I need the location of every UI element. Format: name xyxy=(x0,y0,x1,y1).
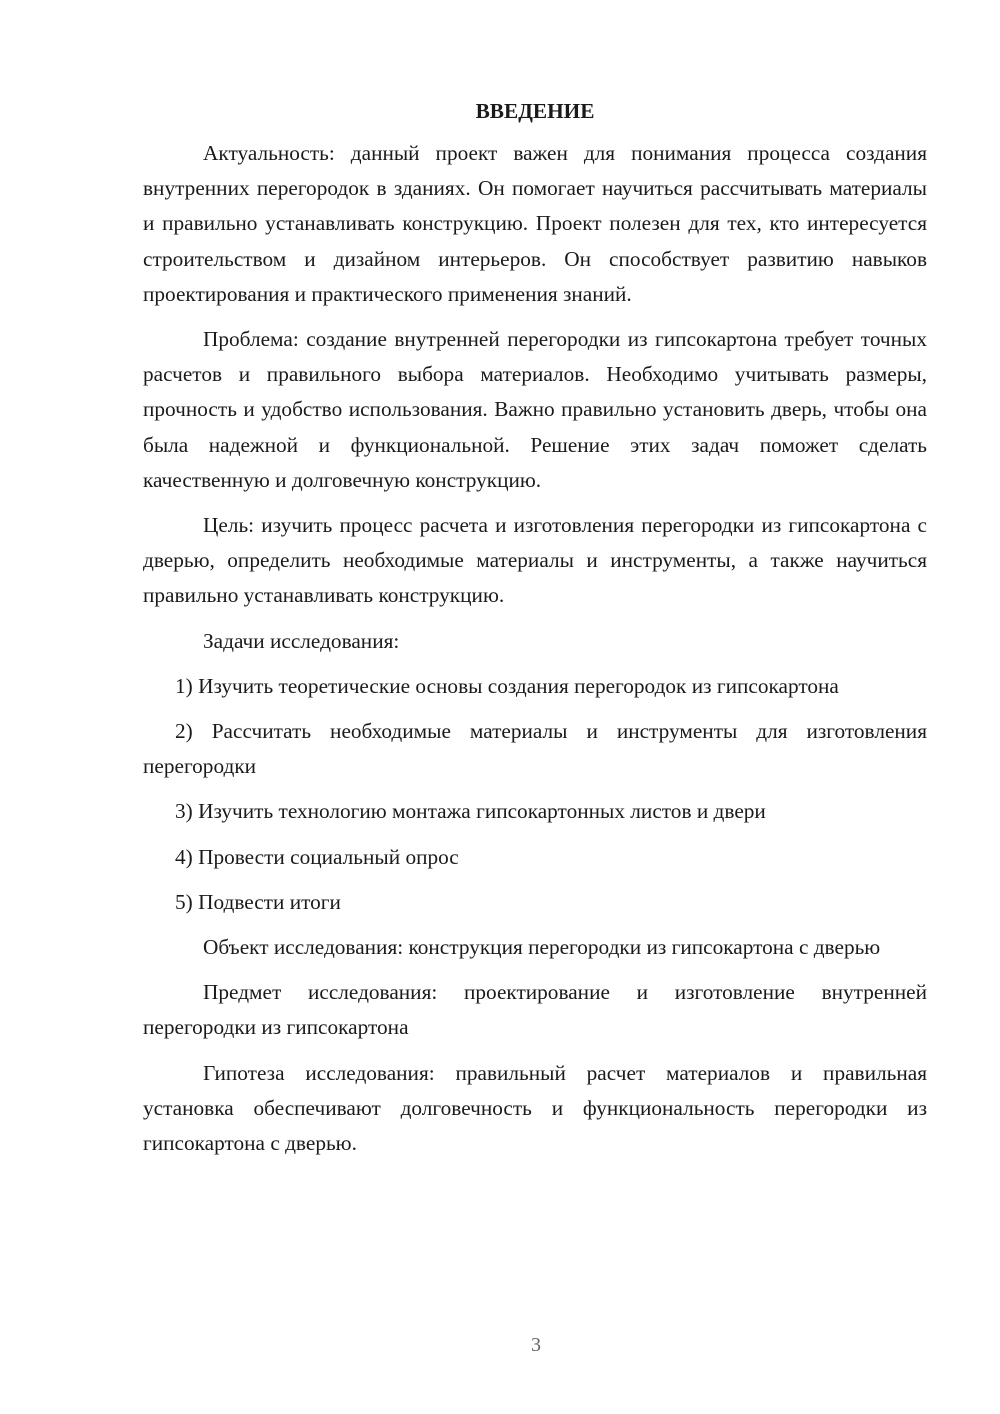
tasks-heading: Задачи исследования: xyxy=(203,628,400,653)
subject-paragraph: Предмет исследования: проектирование и изготовление внутренней перегородки из гипсокартона xyxy=(143,980,927,1040)
task-item: 5) Подвести итоги xyxy=(175,889,341,914)
task-item: 4) Провести социальный опрос xyxy=(175,844,459,869)
relevance-paragraph: Актуальность: данный проект важен для понимания процесса создания внутренних перегородок в зданиях. Он помогает научиться рассчитывать материалы и правильно устанавливать конструкцию. Проект полезен для тех, кто интересуется строительством и дизайном интерьеров. Он способствует развитию навыков проектирования и практического применения знаний. xyxy=(143,141,927,306)
hypothesis-paragraph: Гипотеза исследования: правильный расчет материалов и правильная установка обеспечивают долговечность и функциональность перегородки из гипсокартона с дверью. xyxy=(143,1060,927,1156)
page-number: 3 xyxy=(531,1334,541,1356)
task-item: 2) Рассчитать необходимые материалы и инструменты для изготовления перегородки xyxy=(143,719,927,779)
object-paragraph: Объект исследования: конструкция перегородки из гипсокартона с дверью xyxy=(203,935,881,960)
task-item: 1) Изучить теоретические основы создания перегородок из гипсокартона xyxy=(175,673,839,698)
problem-paragraph: Проблема: создание внутренней перегородки из гипсокартона требует точных расчетов и правильного выбора материалов. Необходимо учитывать размеры, прочность и удобство использования. Важно правильно установить дверь, чтобы она была надежной и функциональной. Решение этих задач поможет сделать качественную и долговечную конструкцию. xyxy=(143,327,927,492)
page-title: ВВЕДЕНИЕ xyxy=(475,99,595,123)
task-item: 3) Изучить технологию монтажа гипсокартонных листов и двери xyxy=(175,799,766,824)
document-page xyxy=(143,96,927,1171)
goal-paragraph: Цель: изучить процесс расчета и изготовления перегородки из гипсокартона с дверью, определить необходимые материалы и инструменты, а также научиться правильно устанавливать конструкцию. xyxy=(143,513,927,608)
